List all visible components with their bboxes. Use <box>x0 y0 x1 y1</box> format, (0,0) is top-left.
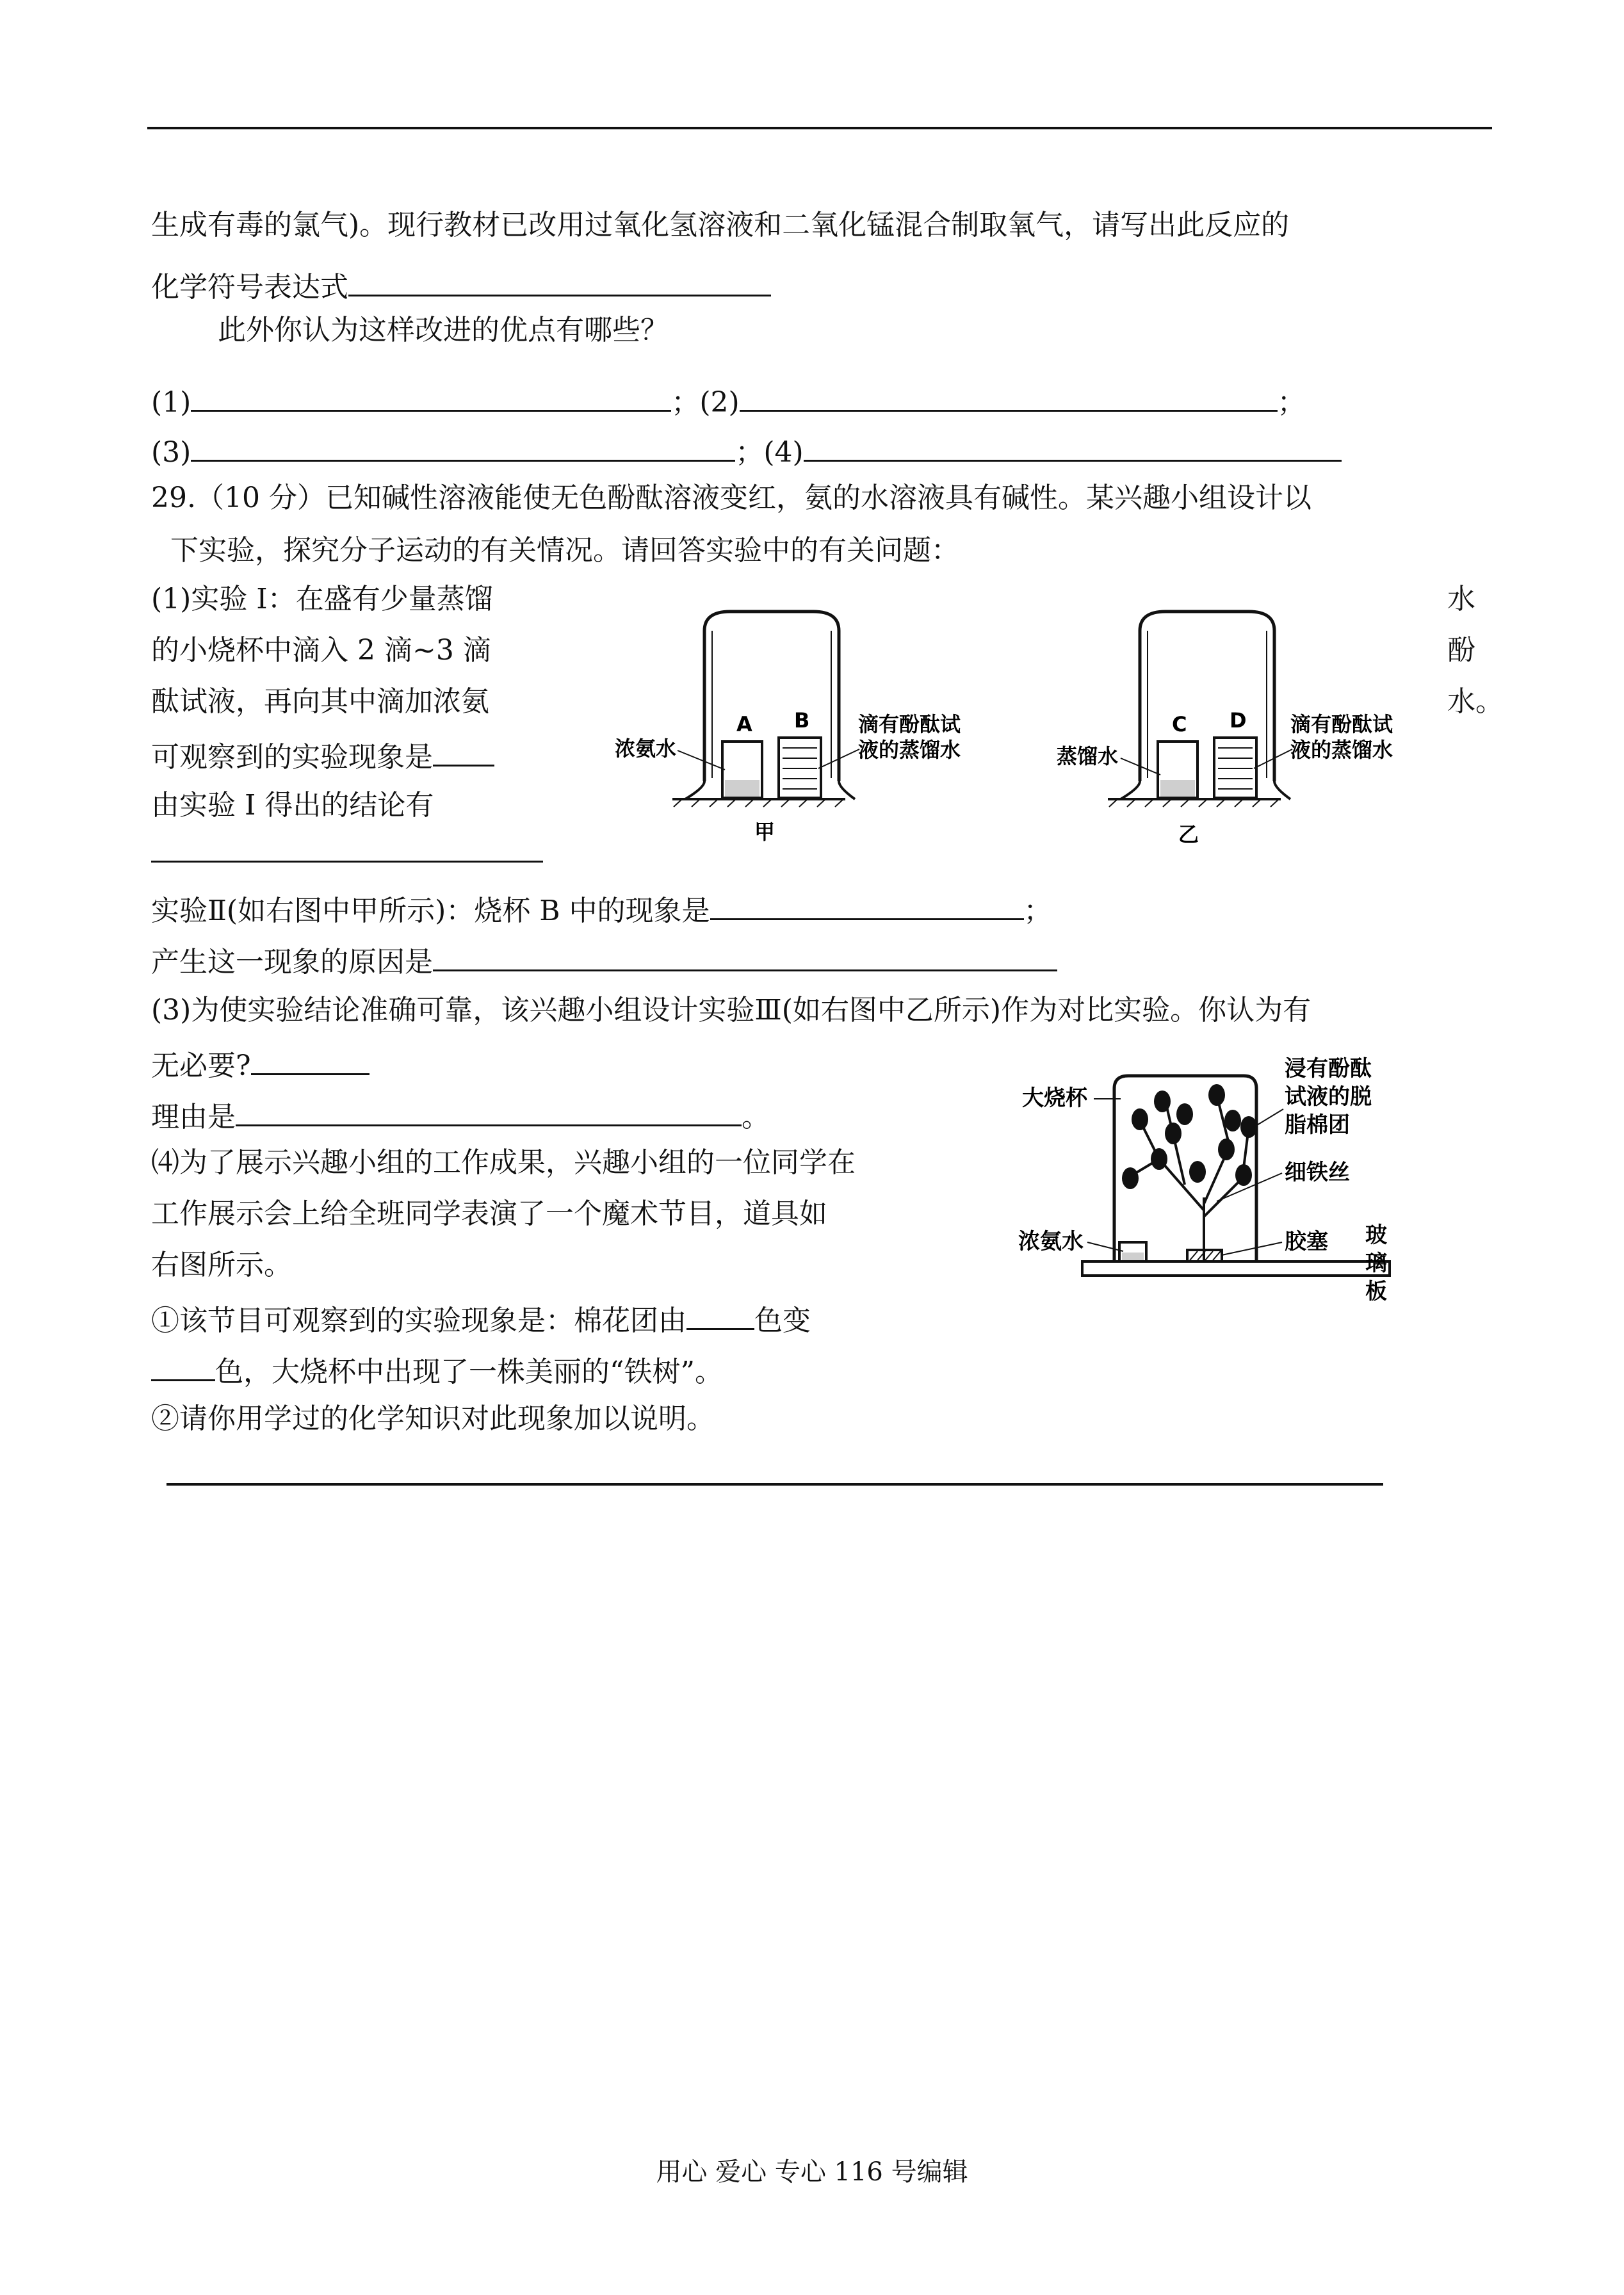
left-label: 蒸馏水 <box>1057 744 1119 768</box>
text-line <box>151 1195 827 1233</box>
left-label: 浓氨水 <box>615 736 677 761</box>
text-span: 理由是 <box>151 1101 236 1133</box>
text-line <box>151 888 1052 930</box>
text-span: 实验Ⅱ(如右图中甲所示)：烧杯 B 中的现象是 <box>151 895 710 927</box>
answer-blank[interactable] <box>804 429 1342 462</box>
text-line <box>151 1297 811 1340</box>
text-span: 色变 <box>754 1304 811 1337</box>
figure-iron-tree <box>1005 1050 1454 1319</box>
text-span: (3) <box>151 436 191 469</box>
glass-label-1: 玻 <box>1365 1222 1387 1248</box>
text-line <box>151 1144 856 1182</box>
text-line <box>170 531 959 570</box>
answer-blank[interactable] <box>348 264 771 296</box>
text-line <box>151 1094 770 1137</box>
text-span: ①该节目可观察到的实验现象是：棉花团由 <box>151 1304 686 1337</box>
text-line <box>1447 683 1504 721</box>
text-line <box>151 1400 715 1438</box>
text-span: 化学符号表达式 <box>151 271 348 304</box>
right-label-2: 液的蒸馏水 <box>858 738 961 762</box>
text-line <box>151 1349 723 1391</box>
text-line <box>1447 631 1475 670</box>
text-line <box>151 734 494 777</box>
answer-blank[interactable] <box>433 939 1057 971</box>
beaker-a-label: A <box>736 712 752 736</box>
text-line <box>1447 580 1475 619</box>
text-line <box>151 264 771 307</box>
text-line <box>151 786 434 825</box>
text-line <box>151 683 489 721</box>
answer-blank[interactable] <box>740 379 1278 412</box>
text-line <box>218 311 669 350</box>
text-span: 右图所示。 <box>151 1249 292 1281</box>
text-span: ； <box>1277 386 1306 419</box>
text-span: ⑷为了展示兴趣小组的工作成果，兴趣小组的一位同学在 <box>151 1146 856 1179</box>
text-span: 水。 <box>1447 685 1504 718</box>
header-rule <box>147 127 1492 129</box>
text-span: ；(4) <box>735 436 804 469</box>
text-line <box>151 631 491 670</box>
text-span: 水 <box>1447 583 1475 615</box>
answer-blank[interactable] <box>236 1094 742 1126</box>
answer-blank[interactable] <box>151 1349 215 1381</box>
cotton-label-2: 试液的脱 <box>1285 1084 1372 1110</box>
text-line <box>151 991 1311 1030</box>
answer-blank[interactable] <box>191 429 735 462</box>
cotton-label-3: 脂棉团 <box>1285 1112 1350 1138</box>
figure-jia <box>602 596 999 864</box>
footer-text: 用心 爱心 专心 116 号编辑 <box>656 2157 968 2187</box>
figure-yi <box>1037 596 1434 864</box>
text-span: 可观察到的实验现象是 <box>151 741 433 774</box>
text-line <box>151 206 1289 245</box>
stopper-label: 胶塞 <box>1285 1229 1328 1254</box>
page-footer <box>0 2152 1624 2188</box>
glass-label-2: 璃 <box>1365 1251 1387 1276</box>
wire-label: 细铁丝 <box>1285 1160 1350 1185</box>
text-line <box>151 1246 292 1285</box>
text-span: 无必要? <box>151 1050 251 1082</box>
cotton-balls <box>1122 1084 1257 1189</box>
text-line <box>151 1042 369 1085</box>
text-span: ；(2) <box>671 386 740 419</box>
text-span: ②请你用学过的化学知识对此现象加以说明。 <box>151 1402 715 1435</box>
question-29-title <box>151 479 1311 517</box>
glass-label-3: 板 <box>1365 1279 1387 1304</box>
right-label-2: 液的蒸馏水 <box>1290 738 1393 762</box>
text-line <box>151 379 1306 422</box>
text-line <box>151 429 1342 472</box>
text-span: 产生这一现象的原因是 <box>151 946 433 978</box>
text-span: 色，大烧杯中出现了一株美丽的“铁树”。 <box>215 1356 723 1388</box>
beaker-c-label: C <box>1172 712 1187 736</box>
text-line <box>151 939 1057 982</box>
right-label-1: 滴有酚酞试 <box>858 712 961 736</box>
beaker-d-label: D <box>1230 708 1247 733</box>
text-span: (3)为使实验结论准确可靠，该兴趣小组设计实验Ⅲ(如右图中乙所示)作为对比实验。你认为有 <box>151 994 1311 1026</box>
text-line <box>151 580 493 619</box>
text-span: 酞试液，再向其中滴加浓氨 <box>151 685 489 718</box>
answer-line[interactable] <box>166 1483 1383 1486</box>
answer-blank[interactable] <box>191 379 671 412</box>
text-span: 下实验，探究分子运动的有关情况。请回答实验中的有关问题： <box>170 534 959 567</box>
answer-blank[interactable] <box>686 1297 754 1330</box>
caption-yi: 乙 <box>1178 822 1199 847</box>
right-label-1: 滴有酚酞试 <box>1290 712 1393 736</box>
text-span: 生成有毒的氯气)。现行教材已改用过氧化氢溶液和二氧化锰混合制取氧气，请写出此反应的 <box>151 209 1290 241</box>
text-span: 由实验 I 得出的结论有 <box>151 789 434 822</box>
text-span: 。 <box>742 1101 770 1133</box>
text-span: (1)实验 I：在盛有少量蒸馏 <box>151 583 493 615</box>
glass-plate <box>1082 1261 1390 1276</box>
text-span: 29.（10 分）已知碱性溶液能使无色酚酞溶液变红，氨的水溶液具有碱性。某兴趣小组设计以 <box>151 482 1311 514</box>
cotton-label-1: 浸有酚酞 <box>1285 1056 1372 1082</box>
answer-blank[interactable] <box>433 734 494 766</box>
caption-jia: 甲 <box>754 820 775 844</box>
text-span: 酚 <box>1447 634 1475 667</box>
text-span: (1) <box>151 386 191 419</box>
text-span: 此外你认为这样改进的优点有哪些？ <box>218 314 669 346</box>
text-span: 的小烧杯中滴入 2 滴~3 滴 <box>151 634 491 667</box>
text-span: 工作展示会上给全班同学表演了一个魔术节目，道具如 <box>151 1197 827 1230</box>
answer-blank[interactable] <box>710 888 1024 920</box>
text-line <box>151 830 543 873</box>
answer-blank[interactable] <box>151 830 543 863</box>
big-beaker-label: 大烧杯 <box>1022 1085 1087 1111</box>
beaker-b-label: B <box>794 708 810 733</box>
answer-blank[interactable] <box>251 1042 369 1075</box>
text-span: ； <box>1023 895 1052 927</box>
ammonia-label: 浓氨水 <box>1018 1229 1084 1254</box>
